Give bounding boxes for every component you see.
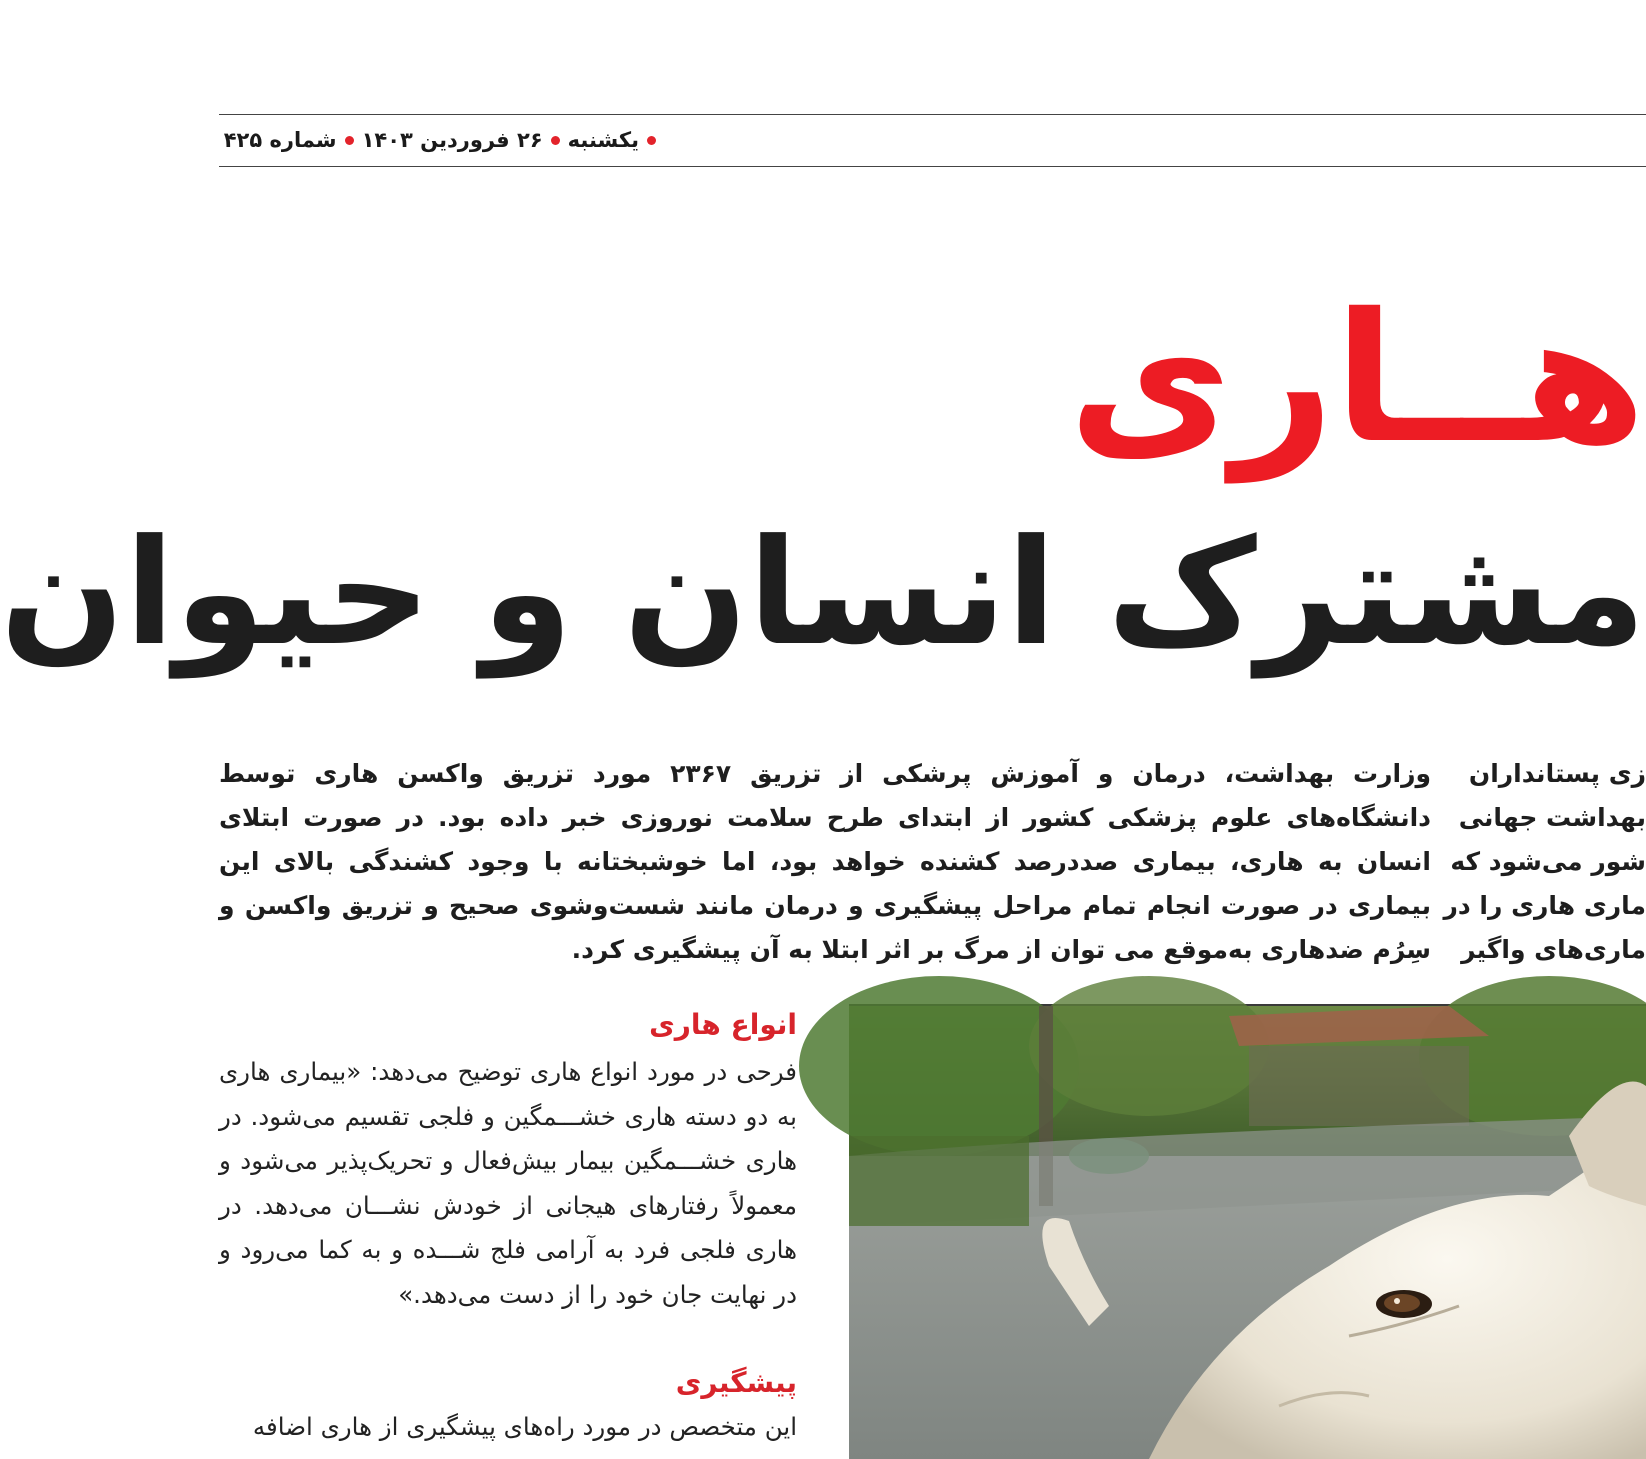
side-column-line: ماری هاری را در xyxy=(1443,891,1646,920)
dog-photo-illustration xyxy=(849,1006,1646,1459)
side-column xyxy=(1443,752,1646,976)
bullet-dot-icon xyxy=(551,136,560,145)
headline-sub: مشترک انسان و حیوان xyxy=(0,508,1646,678)
dog-photo xyxy=(849,1004,1646,1457)
section-heading-rabies-types: انواع هاری xyxy=(649,1008,797,1041)
dateline-day: یکشنبه xyxy=(567,128,639,152)
section-heading-prevention: پیشگیری xyxy=(675,1366,797,1399)
bullet-dot-icon xyxy=(647,136,656,145)
section-body-rabies-types: فرحی در مورد انواع هاری توضیح می‌دهد: «بیماری هاری به دو دسته هاری خشـــمگین و فلجی تقسیم می‌شود. در هاری خشـــمگین بیمار بیش‌فعال و تحریک‌پذیر می‌شود و معمولاً رفتارهای هیجانی از خودش نشـــان می‌دهد. در هاری فلجی فرد به آرامی فلج شـــده و به کما می‌رود و در نهایت جان خود را از دست می‌دهد.» xyxy=(219,1057,797,1309)
dateline-date: ۲۶ فروردین ۱۴۰۳ xyxy=(361,128,543,152)
header-rule-top xyxy=(219,114,1646,115)
dateline xyxy=(219,124,656,156)
side-column-line: ماری‌های واگیر xyxy=(1461,935,1646,964)
headline-main: هــاری xyxy=(1068,275,1646,482)
side-column-line: بهداشت جهانی xyxy=(1458,803,1646,832)
header-rule-bottom xyxy=(219,166,1646,167)
section-body-prevention: این متخصص در مورد راه‌های پیشگیری از هاری اضافه xyxy=(252,1412,797,1441)
bullet-dot-icon xyxy=(345,136,354,145)
lead-paragraph: وزارت بهداشت، درمان و آموزش پرشکی از تزریق ۲۳۶۷ مورد تزریق واکسن هاری توسط دانشگاه‌های علوم پزشکی کشور از ابتدای طرح سلامت نوروزی خبر داده بود. در صورت ابتلای انسان به هاری، بیماری صددرصد کشنده خواهد بود، اما خوشبختانه با وجود کشندگی بالای این بیماری در صورت انجام تمام مراحل پیشگیری و درمان مانند شست‌وشوی صحیح و تزریق واکسن و سِرُم ضدهاری به‌موقع می توان از مرگ بر اثر ابتلا به آن پیشگیری کرد. xyxy=(219,759,1431,964)
side-column-line: شور می‌شود که xyxy=(1450,847,1646,876)
side-column-line: زی پستانداران xyxy=(1468,759,1646,788)
dateline-issue: شماره ۴۲۵ xyxy=(223,128,337,152)
